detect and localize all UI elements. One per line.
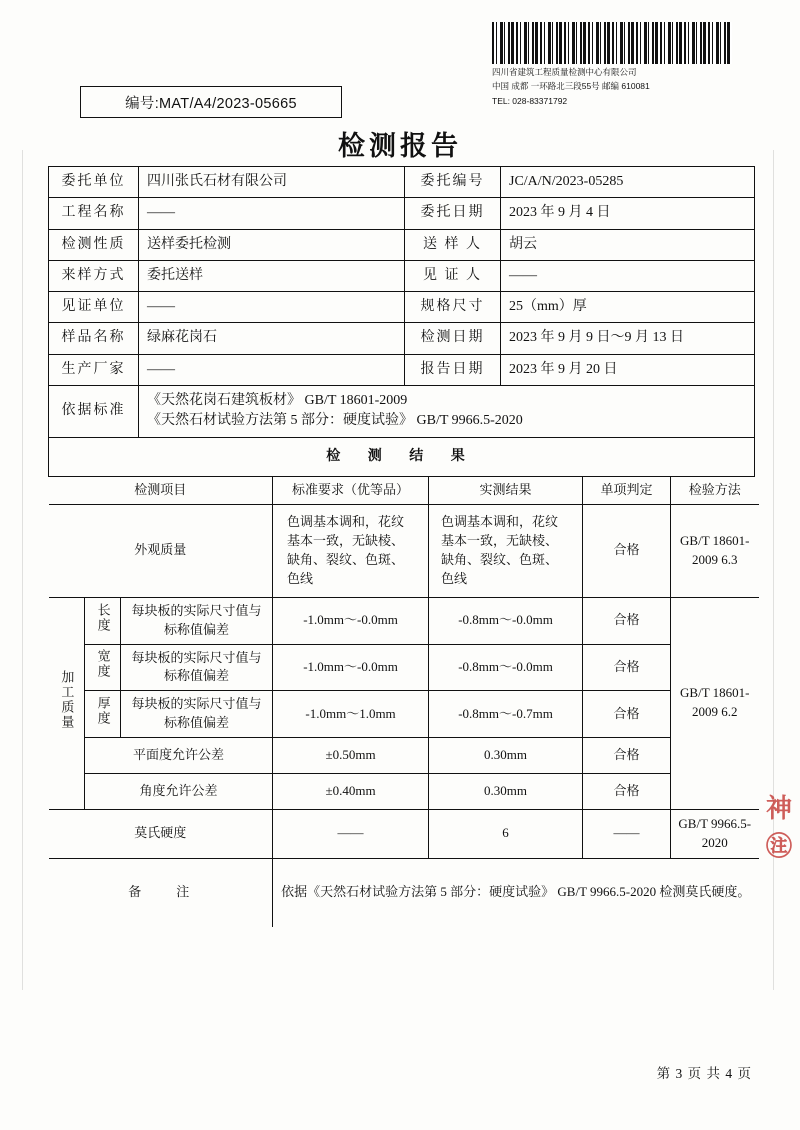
barcode-block bbox=[492, 22, 780, 107]
processing-sub-thickness-text: 厚度 bbox=[95, 696, 111, 727]
hardness-method bbox=[671, 809, 759, 858]
processing-measured-angle: 0.30mm bbox=[429, 773, 583, 809]
results-wrapper-row bbox=[49, 476, 755, 926]
processing-standard-thickness: -1.0mm～1.0mm bbox=[273, 691, 429, 738]
value-commission-no: JC/A/N/2023-05285 bbox=[501, 167, 755, 198]
processing-measured-thickness: -0.8mm～-0.7mm bbox=[429, 691, 583, 738]
label-witness-unit: 见证单位 bbox=[49, 292, 139, 323]
value-witness: —— bbox=[501, 260, 755, 291]
label-project: 工程名称 bbox=[49, 198, 139, 229]
label-sample-sender: 送 样 人 bbox=[405, 229, 501, 260]
processing-verdict-flatness: 合格 bbox=[583, 737, 671, 773]
value-sample-name: 绿麻花岗石 bbox=[139, 323, 405, 354]
appearance-name: 外观质量 bbox=[49, 504, 273, 597]
results-section-title: 检 测 结 果 bbox=[49, 437, 755, 476]
processing-standard-angle: ±0.40mm bbox=[273, 773, 429, 809]
label-manufacturer: 生产厂家 bbox=[49, 354, 139, 385]
value-test-date: 2023 年 9 月 9 日～9 月 13 日 bbox=[501, 323, 755, 354]
value-manufacturer: —— bbox=[139, 354, 405, 385]
results-cell bbox=[49, 476, 755, 926]
value-standards bbox=[139, 386, 755, 438]
processing-name-thickness: 每块板的实际尺寸值与标称值偏差 bbox=[121, 691, 273, 738]
stamp-char: 神 bbox=[765, 794, 792, 823]
label-standards: 依据标准 bbox=[49, 386, 139, 438]
hardness-measured: 6 bbox=[429, 809, 583, 858]
results-section-title-row bbox=[49, 437, 755, 476]
processing-verdict-thickness: 合格 bbox=[583, 691, 671, 738]
processing-method bbox=[671, 597, 759, 809]
barcode-image bbox=[492, 22, 732, 64]
standard-line-1: 《天然花岗石建筑板材》 GB/T 18601-2009 bbox=[147, 393, 408, 409]
row-processing-thickness bbox=[49, 691, 759, 738]
label-commission-date: 委托日期 bbox=[405, 198, 501, 229]
processing-sub-length bbox=[85, 597, 121, 644]
value-commission-date: 2023 年 9 月 4 日 bbox=[501, 198, 755, 229]
label-commission-no: 委托编号 bbox=[405, 167, 501, 198]
processing-group-label bbox=[49, 597, 85, 809]
table-row bbox=[49, 292, 755, 323]
processing-name-width: 每块板的实际尺寸值与标称值偏差 bbox=[121, 644, 273, 691]
label-test-type: 检测性质 bbox=[49, 229, 139, 260]
processing-sub-width bbox=[85, 644, 121, 691]
processing-measured-width: -0.8mm～-0.0mm bbox=[429, 644, 583, 691]
row-processing-width bbox=[49, 644, 759, 691]
processing-name-flatness: 平面度允许公差 bbox=[85, 737, 273, 773]
table-row bbox=[49, 167, 755, 198]
table-row-standards bbox=[49, 386, 755, 438]
header-item: 检测项目 bbox=[49, 477, 273, 504]
row-remark bbox=[49, 858, 759, 927]
processing-sub-width-text: 宽度 bbox=[95, 649, 111, 680]
standard-line-2: 《天然石材试验方法第 5 部分：硬度试验》 GB/T 9966.5-2020 bbox=[147, 413, 523, 429]
hardness-method-text: GB/T 9966.5-2020 bbox=[678, 815, 752, 850]
hardness-standard: —— bbox=[273, 809, 429, 858]
label-sampling-method: 来样方式 bbox=[49, 260, 139, 291]
row-processing-angle bbox=[49, 773, 759, 809]
value-sampling-method: 委托送样 bbox=[139, 260, 405, 291]
page-title: 检测报告 bbox=[338, 131, 462, 161]
appearance-method bbox=[671, 504, 759, 597]
processing-verdict-width: 合格 bbox=[583, 644, 671, 691]
row-appearance bbox=[49, 504, 759, 597]
header-method: 检验方法 bbox=[671, 477, 759, 504]
label-client: 委托单位 bbox=[49, 167, 139, 198]
hardness-verdict: —— bbox=[583, 809, 671, 858]
report-number-box: 编号:MAT/A4/2023-05665 bbox=[80, 86, 342, 118]
processing-standard-flatness: ±0.50mm bbox=[273, 737, 429, 773]
value-test-type: 送样委托检测 bbox=[139, 229, 405, 260]
value-report-date: 2023 年 9 月 20 日 bbox=[501, 354, 755, 385]
value-witness-unit: —— bbox=[139, 292, 405, 323]
value-client: 四川张氏石材有限公司 bbox=[139, 167, 405, 198]
page-footer: 第 3 页 共 4 页 bbox=[656, 1066, 752, 1081]
table-row bbox=[49, 323, 755, 354]
processing-verdict-length: 合格 bbox=[583, 597, 671, 644]
processing-standard-width: -1.0mm～-0.0mm bbox=[273, 644, 429, 691]
company-line-1: 四川省建筑工程质量检测中心有限公司 bbox=[492, 67, 637, 77]
remark-label: 备 注 bbox=[49, 858, 273, 927]
label-report-date: 报告日期 bbox=[405, 354, 501, 385]
appearance-method-text: GB/T 18601-2009 6.3 bbox=[680, 532, 750, 567]
red-seal-stamp bbox=[756, 790, 800, 910]
processing-standard-length: -1.0mm～-0.0mm bbox=[273, 597, 429, 644]
processing-sub-length-text: 长度 bbox=[95, 602, 111, 633]
value-sample-sender: 胡云 bbox=[501, 229, 755, 260]
processing-verdict-angle: 合格 bbox=[583, 773, 671, 809]
processing-method-text: GB/T 18601-2009 6.2 bbox=[680, 685, 750, 720]
label-witness: 见 证 人 bbox=[405, 260, 501, 291]
company-line-3: TEL: 028-83371792 bbox=[492, 95, 568, 106]
company-line-2: 中国 成都 一环路北三段55号 邮编 610081 bbox=[492, 81, 650, 92]
hardness-name: 莫氏硬度 bbox=[49, 809, 273, 858]
processing-name-angle: 角度允许公差 bbox=[85, 773, 273, 809]
table-row bbox=[49, 354, 755, 385]
value-spec-size: 25（mm）厚 bbox=[501, 292, 755, 323]
appearance-measured: 色调基本调和，花纹基本一致，无缺棱、缺角、裂纹、色斑、色线 bbox=[429, 504, 583, 597]
header-standard: 标准要求（优等品） bbox=[273, 477, 429, 504]
row-hardness bbox=[49, 809, 759, 858]
label-test-date: 检测日期 bbox=[405, 323, 501, 354]
processing-measured-flatness: 0.30mm bbox=[429, 737, 583, 773]
processing-name-length: 每块板的实际尺寸值与标称值偏差 bbox=[121, 597, 273, 644]
processing-measured-length: -0.8mm～-0.0mm bbox=[429, 597, 583, 644]
results-table bbox=[49, 477, 759, 927]
label-sample-name: 样品名称 bbox=[49, 323, 139, 354]
table-row bbox=[49, 260, 755, 291]
appearance-verdict: 合格 bbox=[583, 504, 671, 597]
processing-sub-thickness bbox=[85, 691, 121, 738]
value-project: —— bbox=[139, 198, 405, 229]
appearance-standard: 色调基本调和，花纹基本一致，无缺棱、缺角、裂纹、色斑、色线 bbox=[273, 504, 429, 597]
results-header-row bbox=[49, 477, 759, 504]
table-row bbox=[49, 229, 755, 260]
remark-text: 依据《天然石材试验方法第 5 部分：硬度试验》 GB/T 9966.5-2020 检测莫氏硬度。 bbox=[273, 858, 759, 927]
row-processing-flatness bbox=[49, 737, 759, 773]
stamp-mark: ㊟ bbox=[765, 831, 792, 861]
report-table bbox=[48, 166, 755, 927]
header-verdict: 单项判定 bbox=[583, 477, 671, 504]
processing-group-label-text: 加工质量 bbox=[59, 670, 75, 731]
table-row bbox=[49, 198, 755, 229]
row-processing-length bbox=[49, 597, 759, 644]
scan-artifact-left bbox=[22, 150, 23, 990]
label-spec-size: 规格尺寸 bbox=[405, 292, 501, 323]
header-measured: 实测结果 bbox=[429, 477, 583, 504]
